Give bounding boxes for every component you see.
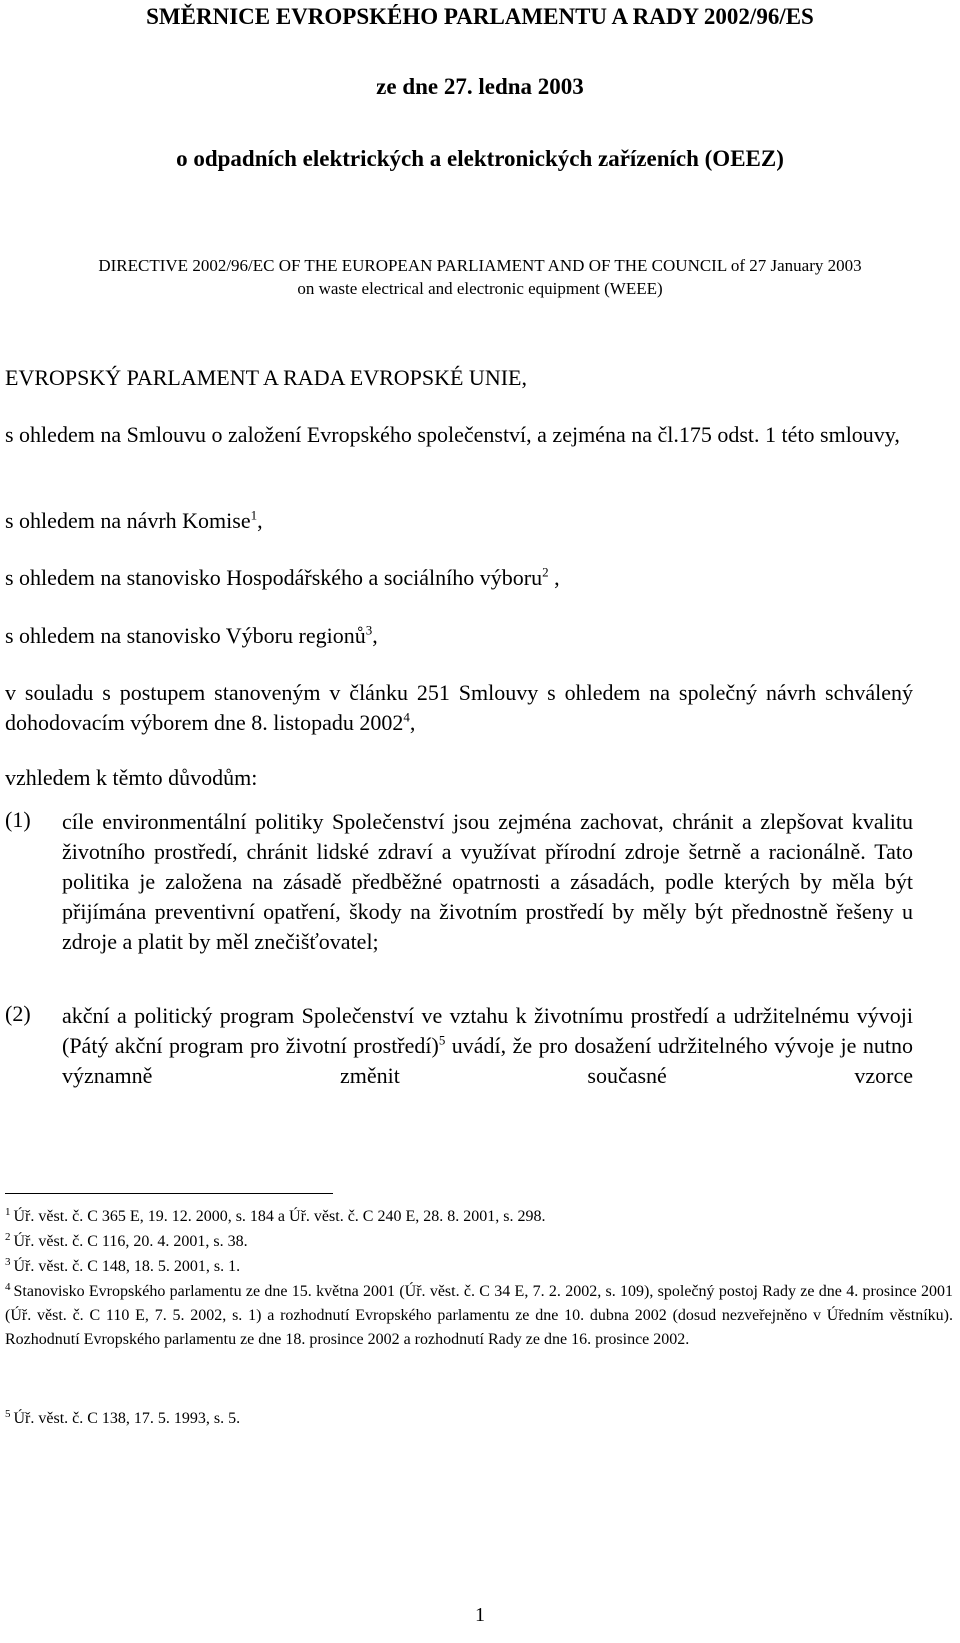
footnote-ref-3: 3 [365, 622, 373, 638]
recital-commission-end: , [257, 508, 263, 533]
recital-procedure [5, 678, 913, 738]
recital-procedure-text: v souladu s postupem stanoveným v článku 251 Smlouvy s ohledem na společný návrh schválený dohodovacím výborem dne 8. listopadu 2002 [5, 680, 913, 735]
footnote-separator [5, 1193, 333, 1194]
footnote-3 [5, 1255, 953, 1279]
footnote-3-number: 3 [5, 1255, 11, 1268]
recital-esc-end: , [548, 565, 560, 590]
page-number: 1 [475, 1604, 485, 1626]
footnote-5-text: Úř. věst. č. C 138, 17. 5. 1993, s. 5. [13, 1410, 241, 1427]
recital-commission-text: s ohledem na návrh Komise [5, 508, 251, 533]
english-title-line2: on waste electrical and electronic equipment (WEEE) [297, 279, 663, 298]
document-title: SMĚRNICE EVROPSKÉHO PARLAMENTU A RADY 2002/96/ES [146, 4, 814, 29]
footnote-ref-4: 4 [403, 709, 410, 725]
whereas-heading: vzhledem k těmto důvodům: [5, 765, 258, 790]
footnote-2 [5, 1230, 953, 1254]
recital-treaty: s ohledem na Smlouvu o založení Evropského společenství, a zejména na čl.175 odst. 1 této smlouvy, [5, 422, 900, 447]
recital-2-text-after: uvádí, že pro dosažení udržitelného vývoje je nutno významně změnit současné vzorce [62, 1033, 913, 1088]
recital-cor-text: s ohledem na stanovisko Výboru regionů [5, 623, 366, 648]
english-title-line1: DIRECTIVE 2002/96/EC OF THE EUROPEAN PARLIAMENT AND OF THE COUNCIL of 27 January 2003 [98, 256, 862, 275]
footnote-4-number: 4 [5, 1280, 11, 1293]
footnote-1-number: 1 [5, 1205, 11, 1218]
institution-heading: EVROPSKÝ PARLAMENT A RADA EVROPSKÉ UNIE, [5, 365, 527, 390]
footnote-2-number: 2 [5, 1230, 11, 1243]
footnote-ref-5: 5 [438, 1032, 446, 1048]
footnote-3-text: Úř. věst. č. C 148, 18. 5. 2001, s. 1. [13, 1258, 241, 1275]
document-subject: o odpadních elektrických a elektronických zařízeních (OEEZ) [176, 146, 784, 171]
footnote-4-text: Stanovisko Evropského parlamentu ze dne 15. května 2001 (Úř. věst. č. C 34 E, 7. 2. 2002, s. 109), společný postoj Rady ze dne 4. prosince 2001 (Úř. věst. č. C 110 E, 7. 5. 2002, s. 1) a rozhodnutí Evropského parlamentu ze dne 10. dubna 2002 (dosud nezveřejněno v Úředním věstníku). Rozhodnutí Evropského parlamentu ze dne 18. prosince 2002 a rozhodnutí Rady ze dne 16. prosince 2002. [5, 1283, 953, 1348]
recital-commission [5, 508, 263, 534]
footnote-1 [5, 1205, 953, 1229]
footnote-ref-2: 2 [542, 564, 549, 580]
footnote-5 [5, 1407, 953, 1431]
footnote-2-text: Úř. věst. č. C 116, 20. 4. 2001, s. 38. [13, 1233, 248, 1250]
footnote-ref-1: 1 [250, 507, 258, 523]
recital-cor [5, 623, 378, 649]
recital-cor-end: , [372, 623, 378, 648]
recital-1-text: cíle environmentální politiky Společenství jsou zejména zachovat, chránit a zlepšovat kvalitu životního prostředí, chránit lidské zdraví a využívat přírodní zdroje šetrně a racionálně. Tato politika je založena na zásadě předběžné opatrnosti a zásadách, podle kterých by měla být přijímána preventivní opatření, škody na životním prostředí by měly být přednostně řešeny u zdroje a platit by měl znečišťovatel; [62, 809, 913, 954]
footnote-1-text: Úř. věst. č. C 365 E, 19. 12. 2000, s. 184 a Úř. věst. č. C 240 E, 28. 8. 2001, s. 298. [13, 1208, 546, 1225]
document-date: ze dne 27. ledna 2003 [376, 74, 584, 99]
recital-2-text [62, 1001, 913, 1091]
recital-1-number: (1) [5, 807, 31, 832]
footnote-5-number: 5 [5, 1407, 11, 1420]
footnote-4 [5, 1280, 953, 1352]
recital-esc [5, 565, 560, 591]
recital-2-number: (2) [5, 1001, 31, 1026]
recital-esc-text: s ohledem na stanovisko Hospodářského a sociálního výboru [5, 565, 543, 590]
recital-procedure-end: , [409, 710, 416, 735]
recital-2-text-before: akční a politický program Společenství ve vztahu k životnímu prostředí a udržitelnému vývoji (Pátý akční program pro životní prostředí) [62, 1003, 913, 1058]
